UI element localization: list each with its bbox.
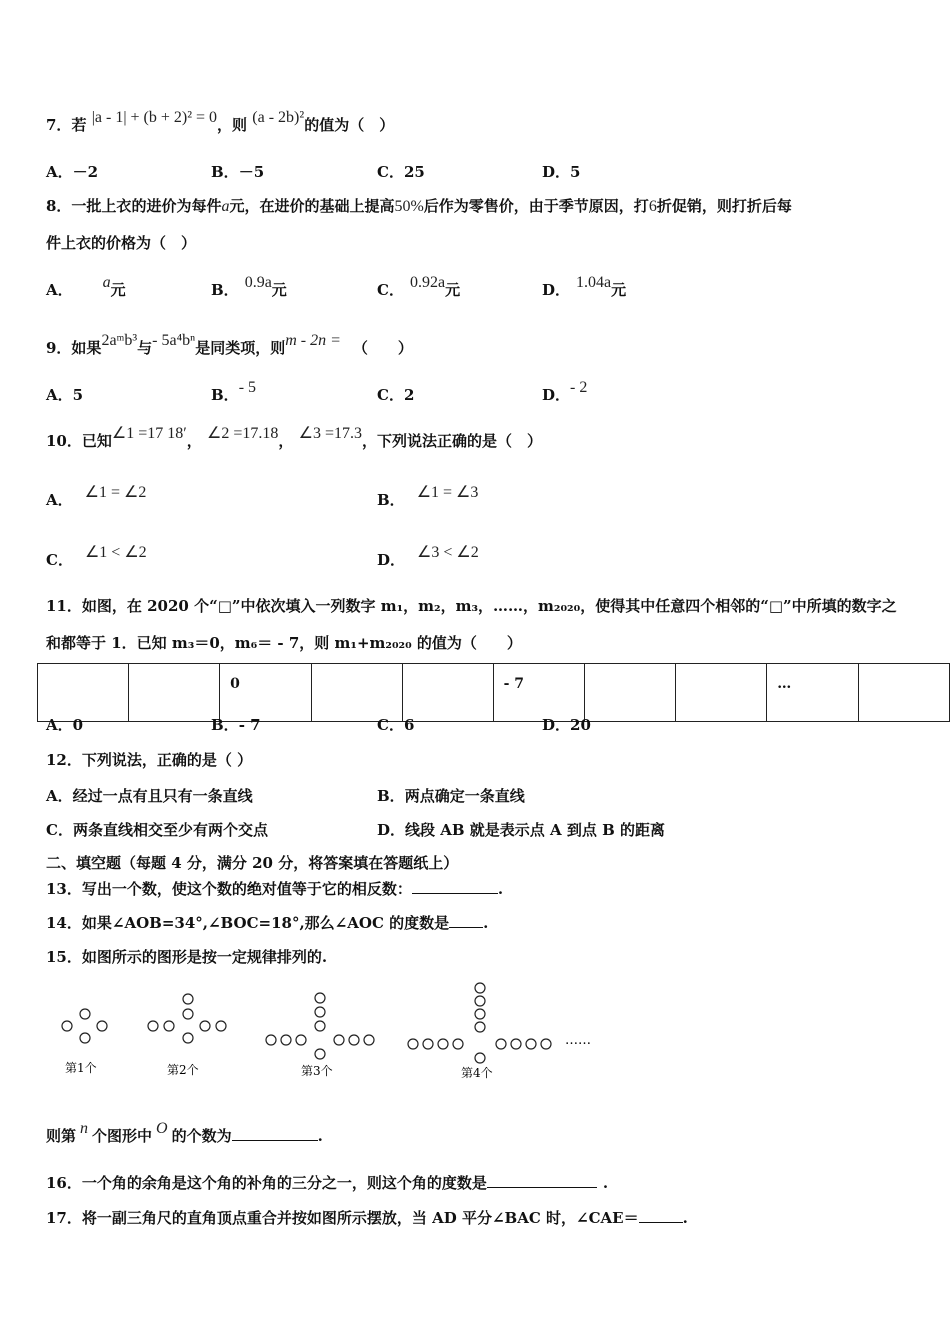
circle-icon <box>453 1039 463 1049</box>
circle-icon <box>408 1039 418 1049</box>
q8-option-d: D． 1.04a元 <box>542 274 627 299</box>
sequence-cell: 0 <box>220 664 312 722</box>
q8-stem-line2: 件上衣的价格为（ ） <box>46 234 197 252</box>
q9-stem: 9．如果2aᵐb³与- 5a⁴bⁿ是同类项，则m - 2n = （ ） <box>46 332 413 357</box>
sequence-cell <box>129 664 220 722</box>
circle-icon <box>475 983 485 993</box>
q7-expr2: (a - 2b)² <box>252 109 305 126</box>
q12-option-d: D．线段 AB 就是表示点 A 到点 B 的距离 <box>377 821 665 839</box>
q8-option-a: A． a元 <box>46 274 126 299</box>
circle-icon <box>349 1035 359 1045</box>
sequence-cell <box>402 664 493 722</box>
circle-icon <box>97 1021 107 1031</box>
circle-icon <box>475 1009 485 1019</box>
circle-icon <box>541 1039 551 1049</box>
q11-option-a: A．0 <box>46 716 84 734</box>
q9-option-a: A．5 <box>46 386 84 404</box>
q11-stem-line2: 和都等于 1．已知 m₃＝0，m₆＝ - 7，则 m₁+m₂₀₂₀ 的值为（ ） <box>46 634 522 652</box>
q8-option-b: B． 0.9a元 <box>211 274 287 299</box>
circle-icon <box>526 1039 536 1049</box>
circle-icon <box>266 1035 276 1045</box>
q13-stem: 13．写出一个数，使这个数的绝对值等于它的相反数： . <box>46 880 504 898</box>
sequence-cell: - 7 <box>493 664 585 722</box>
answer-blank[interactable] <box>639 1208 683 1223</box>
q14-stem: 14．如果∠AOB=34°,∠BOC=18°,那么∠AOC 的度数是 . <box>46 914 489 932</box>
q11-stem-line1: 11．如图，在 2020 个“□”中依次填入一列数字 m₁，m₂，m₃，……，m₂₀₂₀，使得其中任意四个相邻的“□”中所填的数字之 <box>46 597 897 615</box>
q17-stem: 17．将一副三角尺的直角顶点重合并按如图所示摆放，当 AD 平分∠BAC 时，∠CAE＝ . <box>46 1209 688 1227</box>
circle-icon <box>315 1049 325 1059</box>
sequence-cell <box>858 664 949 722</box>
circle-icon <box>164 1021 174 1031</box>
circle-icon <box>475 996 485 1006</box>
q12-stem: 12．下列说法，正确的是（ ） <box>46 751 253 769</box>
circle-icon <box>183 1033 193 1043</box>
figure-label: 第3个 <box>301 1064 333 1078</box>
q9-option-d: D．- 2 <box>542 379 588 404</box>
q15-answer: 则第 n 个图形中 O 的个数为 . <box>46 1120 323 1145</box>
section-heading: 二、填空题（每题 4 分，满分 20 分，将答案填在答题纸上） <box>46 854 459 872</box>
circle-icon <box>296 1035 306 1045</box>
figure-label: 第1个 <box>65 1061 97 1075</box>
answer-blank[interactable] <box>232 1126 318 1141</box>
circle-icon <box>80 1009 90 1019</box>
q11-option-b: B．- 7 <box>211 716 261 734</box>
circle-icon <box>183 994 193 1004</box>
q7-option-d: D．5 <box>542 163 581 181</box>
q16-stem: 16．一个角的余角是这个角的补角的三分之一，则这个角的度数是 . <box>46 1174 609 1192</box>
circle-icon <box>183 1009 193 1019</box>
circle-icon <box>364 1035 374 1045</box>
circle-icon <box>475 1022 485 1032</box>
q7-option-a: A．－2 <box>46 163 99 181</box>
sequence-cell <box>311 664 402 722</box>
figure-label: 第2个 <box>167 1063 199 1077</box>
circle-icon <box>216 1021 226 1031</box>
q12-option-c: C．两条直线相交至少有两个交点 <box>46 821 268 839</box>
circle-icon <box>315 993 325 1003</box>
q7-stem: 7．若 |a - 1| + (b + 2)² = 0，则 (a - 2b)²的值为（ ） <box>46 109 395 134</box>
circle-icon <box>62 1021 72 1031</box>
figure-label: 第4个 <box>461 1066 493 1080</box>
circle-pattern-figure <box>55 980 615 1080</box>
q12-option-b: B．两点确定一条直线 <box>377 787 525 805</box>
q10-stem: 10．已知∠1 =17 18′， ∠2 =17.18， ∠3 =17.3，下列说法正确的是（ ） <box>46 425 543 450</box>
q9-option-c: C．2 <box>377 386 415 404</box>
circle-icon <box>281 1035 291 1045</box>
answer-blank[interactable] <box>412 879 498 894</box>
q11-option-d: D．20 <box>542 716 591 734</box>
ellipsis: …… <box>565 1033 591 1048</box>
q12-option-a: A．经过一点有且只有一条直线 <box>46 787 253 805</box>
q10-option-a: A． ∠1 = ∠2 <box>46 484 147 509</box>
circle-icon <box>315 1021 325 1031</box>
q7-option-b: B．－5 <box>211 163 265 181</box>
circle-icon <box>148 1021 158 1031</box>
sequence-cell: … <box>767 664 859 722</box>
q10-option-d: D． ∠3 < ∠2 <box>377 544 479 569</box>
circle-icon <box>438 1039 448 1049</box>
answer-blank[interactable] <box>449 913 483 928</box>
q10-option-c: C． ∠1 < ∠2 <box>46 544 147 569</box>
answer-blank[interactable] <box>487 1173 597 1188</box>
q8-stem-line1: 8．一批上衣的进价为每件a元，在进价的基础上提高50%后作为零售价，由于季节原因，打6折促销，则打折后每 <box>46 197 792 215</box>
q8-option-c: C． 0.92a元 <box>377 274 461 299</box>
q7-expr: |a - 1| + (b + 2)² = 0 <box>91 109 218 126</box>
sequence-boxes <box>37 663 950 722</box>
circle-icon <box>511 1039 521 1049</box>
circle-icon <box>315 1007 325 1017</box>
q11-option-c: C．6 <box>377 716 415 734</box>
circle-icon <box>80 1033 90 1043</box>
q9-option-b: B．- 5 <box>211 379 257 404</box>
circle-icon <box>475 1053 485 1063</box>
q15-stem: 15．如图所示的图形是按一定规律排列的. <box>46 948 328 966</box>
circle-icon <box>334 1035 344 1045</box>
sequence-cell <box>38 664 129 722</box>
circle-icon <box>496 1039 506 1049</box>
q7-option-c: C．25 <box>377 163 425 181</box>
sequence-cell <box>676 664 767 722</box>
circle-icon <box>200 1021 210 1031</box>
sequence-cell <box>585 664 676 722</box>
q10-option-b: B． ∠1 = ∠3 <box>377 484 479 509</box>
circle-icon <box>423 1039 433 1049</box>
